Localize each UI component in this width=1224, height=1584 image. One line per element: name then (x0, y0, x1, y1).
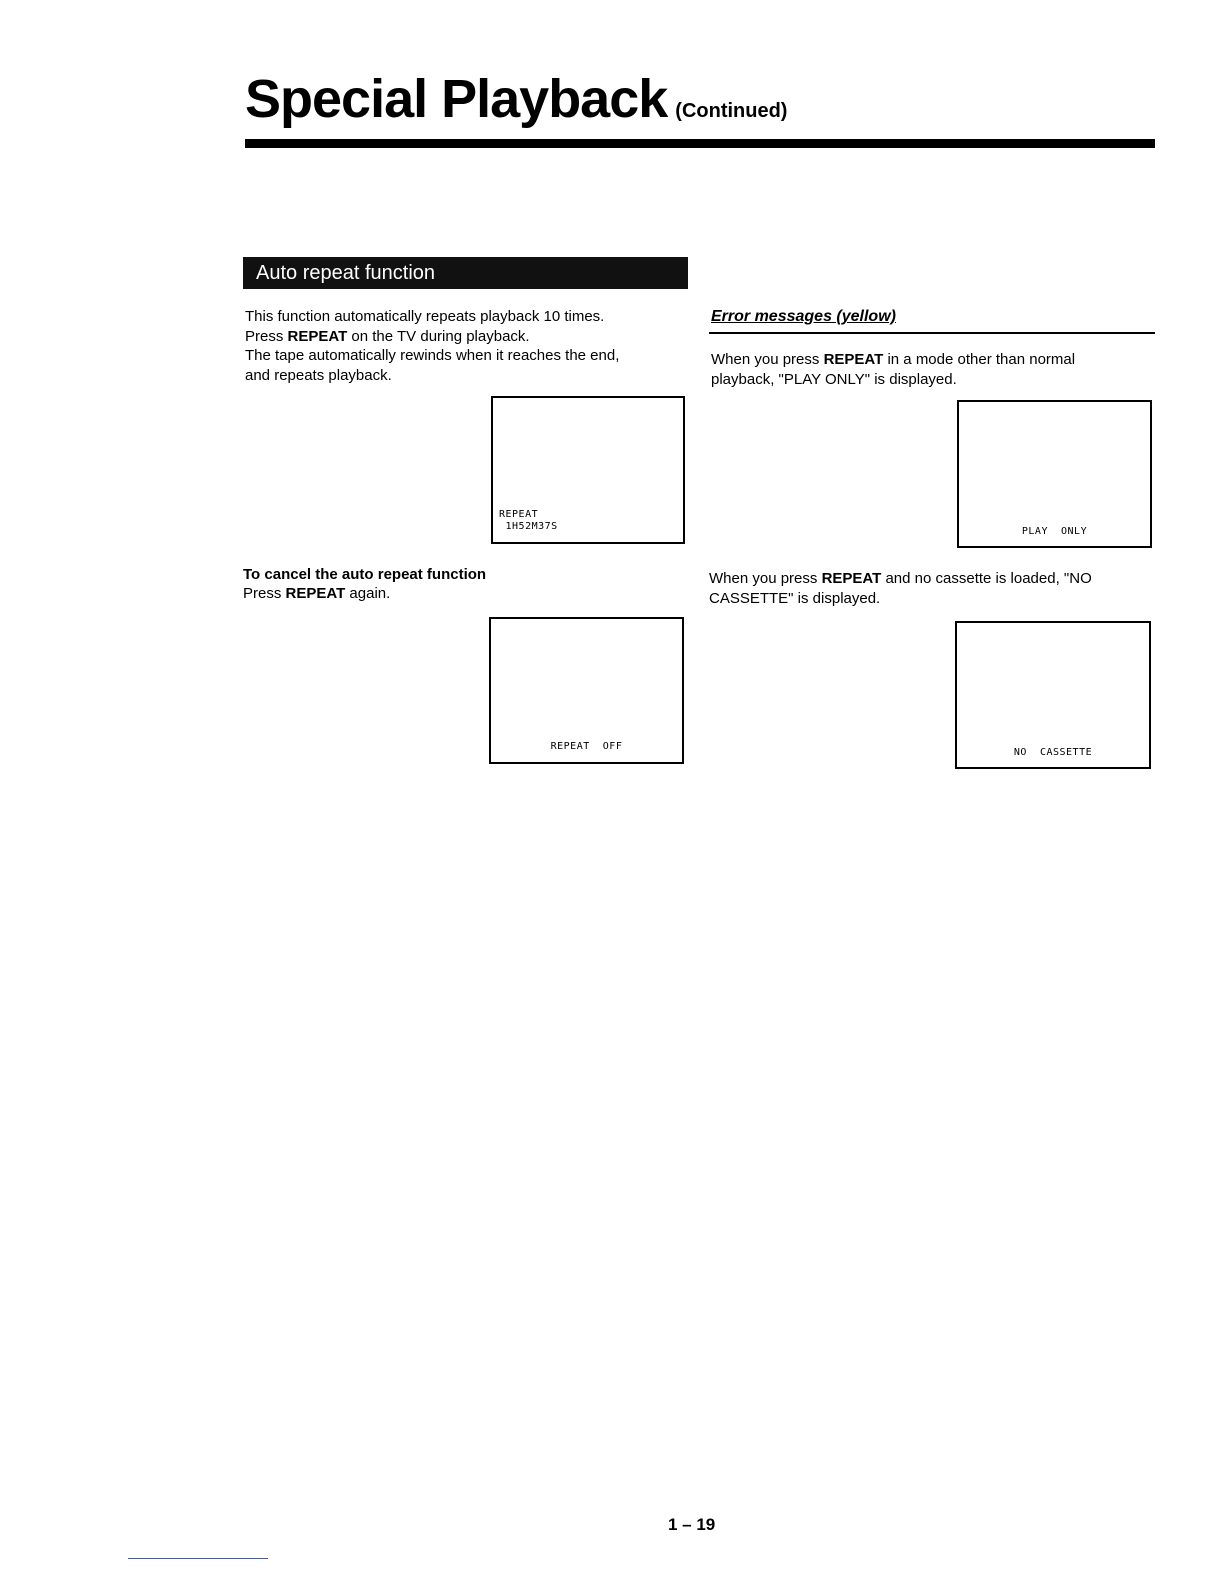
error-messages-heading: Error messages (yellow) (711, 308, 896, 325)
tv-screen-repeat (491, 396, 685, 544)
tv-screen-no-cassette (955, 621, 1151, 769)
intro-paragraph (245, 307, 619, 385)
osd-no-cassette: NO CASSETTE (1013, 747, 1093, 758)
osd-repeat-counter: REPEAT 1H52M37S (499, 509, 558, 532)
tv-screen-play-only (957, 400, 1152, 548)
intro-line: This function automatically repeats playback 10 times. (245, 308, 605, 325)
no-cassette-message: When you press REPEAT and no cassette is loaded, "NO CASSETTE" is displayed. (709, 570, 1092, 607)
play-only-message: When you press REPEAT in a mode other than normal playback, "PLAY ONLY" is displayed. (711, 351, 1076, 388)
intro-line: The tape automatically rewinds when it reaches the end, (245, 347, 620, 364)
osd-play-only: PLAY ONLY (1021, 526, 1088, 537)
intro-line: Press REPEAT on the TV during playback. (245, 327, 530, 345)
title-rule (245, 139, 1155, 148)
section-heading-auto-repeat: Auto repeat function (243, 257, 688, 289)
tv-screen-repeat-off (489, 617, 684, 764)
intro-line: and repeats playback. (245, 366, 392, 384)
page-title-continued: (Continued) (675, 100, 788, 122)
page-title (245, 69, 788, 129)
osd-repeat-off: REPEAT OFF (550, 741, 623, 752)
cancel-text: Press REPEAT again. (243, 585, 391, 602)
page-number: 1 – 19 (668, 1515, 716, 1534)
error-messages-rule (709, 332, 1155, 334)
cancel-heading: To cancel the auto repeat function (243, 566, 487, 583)
footer-line (128, 1558, 268, 1559)
page-title-main: Special Playback (245, 69, 668, 129)
